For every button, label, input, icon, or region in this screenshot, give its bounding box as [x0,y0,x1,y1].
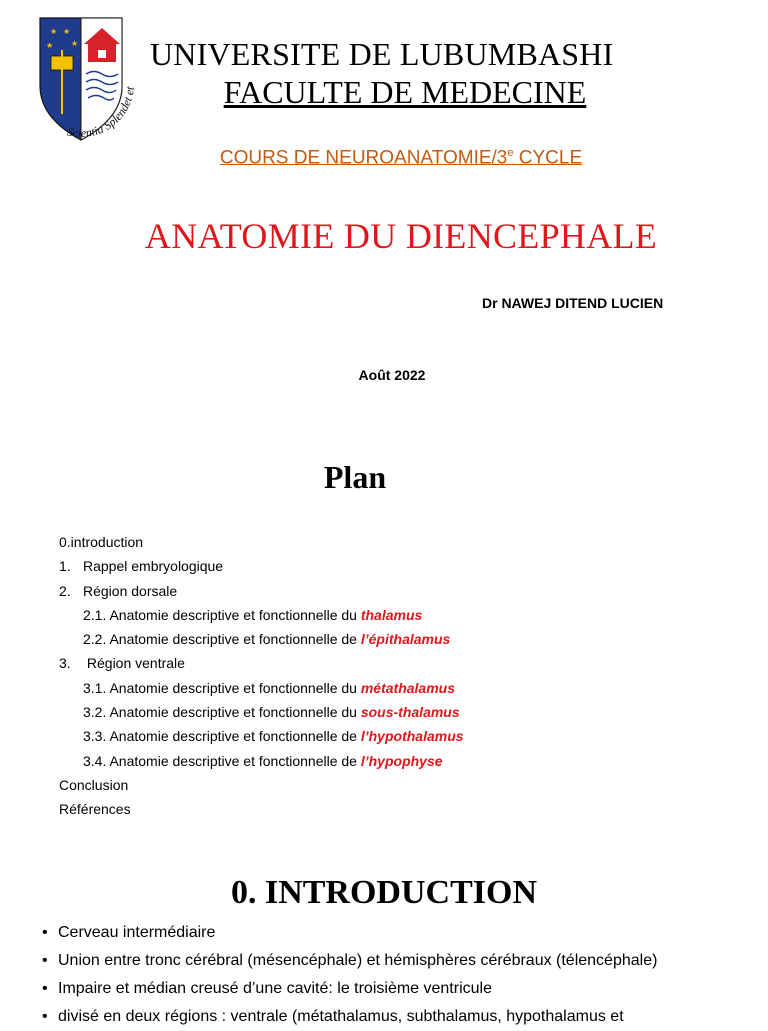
document-title: ANATOMIE DU DIENCEPHALE [144,216,658,256]
plan-item-number: 2. [59,582,71,599]
introduction-heading: 0. INTRODUCTION [230,874,538,911]
plan-item [59,627,464,651]
plan-item [59,749,464,773]
plan-item-text: Conclusion [59,776,129,793]
plan-item [59,554,464,578]
plan-item-text: Région ventrale [83,655,185,672]
svg-text:★: ★ [50,27,58,36]
plan-item-text: Région dorsale [83,582,178,599]
plan-item-text: Références [59,801,131,818]
author-name: Dr NAWEJ DITEND LUCIEN [482,295,664,311]
plan-item-highlight: métathalamus [360,679,455,696]
introduction-bullets [42,919,657,1031]
plan-item-number: 1. [59,558,71,575]
plan-item [59,579,464,603]
plan-item [59,651,464,675]
plan-item-text: Rappel embryologique [83,558,224,575]
bullet-item: • Cerveau intermédiaire [42,919,657,947]
svg-text:★: ★ [46,41,54,50]
plan-item-highlight: sous-thalamus [360,704,460,721]
plan-item-text: 3.1. Anatomie descriptive et fonctionnelle du [83,679,361,696]
plan-item-highlight: thalamus [360,606,423,623]
plan-item-text: 3.4. Anatomie descriptive et fonctionnelle de [83,752,361,769]
bullet-item: • divisé en deux régions : ventrale (métathalamus, subthalamus, hypothalamus et [42,1003,657,1031]
plan-item-highlight: l’épithalamus [360,631,451,648]
plan-item-highlight: l’hypothalamus [360,728,464,745]
bullet-item: • Union entre tronc cérébral (mésencéphale) et hémisphères cérébraux (télencéphale) [42,947,657,975]
course-title: COURS DE NEUROANATOMIE/3e CYCLE [219,147,583,169]
plan-item [59,773,464,797]
svg-text:★: ★ [63,27,71,36]
plan-item-text: 3.3. Anatomie descriptive et fonctionnelle de [83,728,361,745]
faculty-name: FACULTE DE MEDECINE [223,74,587,110]
plan-item-number: 3. [59,655,71,672]
logo-motto: Scientia Splendet et [65,85,137,141]
plan-list [59,530,464,822]
bullet-item: • Impaire et médian creusé d’une cavité: le troisième ventricule [42,975,657,1003]
plan-item [59,530,464,554]
plan-item-highlight: l’hypophyse [360,752,443,769]
plan-item-text: 0.introduction [59,534,144,550]
plan-item [59,676,464,700]
plan-item [59,724,464,748]
plan-heading: Plan [323,459,387,495]
plan-item-text: 2.2. Anatomie descriptive et fonctionnelle de [83,631,361,648]
plan-item [59,797,464,821]
svg-text:★: ★ [71,39,79,48]
plan-item-text: 2.1. Anatomie descriptive et fonctionnelle du [83,606,361,623]
plan-item [59,603,464,627]
university-name: UNIVERSITE DE LUBUMBASHI [150,36,614,72]
document-date: Août 2022 [358,367,426,383]
plan-item [59,700,464,724]
plan-item-text: 3.2. Anatomie descriptive et fonctionnelle du [83,704,361,721]
